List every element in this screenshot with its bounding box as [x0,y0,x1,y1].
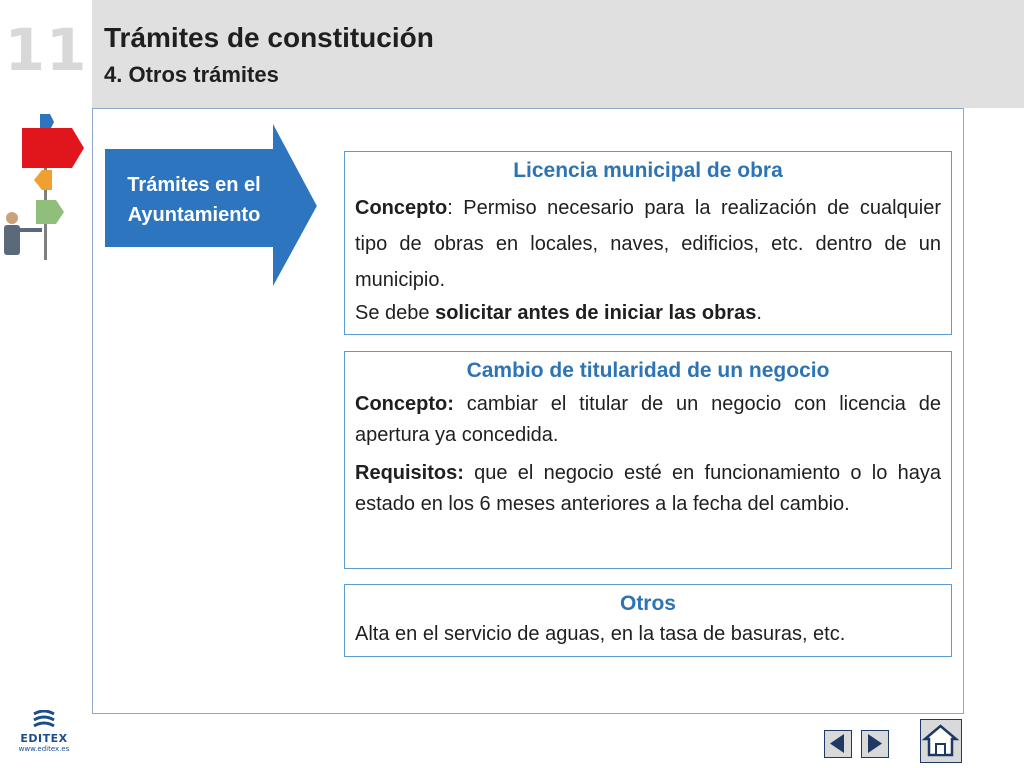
signpost-icon [0,108,92,268]
cambio-title: Cambio de titularidad de un negocio [466,359,830,382]
requisitos-label: Requisitos: [355,462,464,484]
concepto-text: cambiar el titular de un negocio con licencia de apertura ya concedida. [355,393,941,446]
nota-post: . [756,302,762,324]
page-title: Trámites de constitución [104,22,434,53]
cambio-concepto [355,389,941,451]
concepto-label: Concepto [355,197,448,219]
prev-button[interactable] [824,730,852,758]
arrow-label [104,170,284,230]
cambio-requisitos [355,458,941,520]
otros-text: Alta en el servicio de aguas, en la tasa de basuras, etc. [355,623,846,645]
arrow-label-line2: Ayuntamiento [127,204,261,226]
concepto-text: : Permiso necesario para la realización de cualquier tipo de obras en locales, naves, edificios, etc. dentro de un municipio. [355,197,941,291]
nota-bold: solicitar antes de iniciar las obras [435,302,757,324]
licencia-title: Licencia municipal de obra [513,159,783,182]
otros-title: Otros [619,592,676,615]
licencia-concepto [355,190,941,298]
triangle-right-icon [862,731,887,756]
otros-box [344,584,952,657]
requisitos-text: que el negocio esté en funcionamiento o lo haya estado en los 6 meses anteriores a la fecha del cambio. [355,462,941,515]
licencia-nota [355,298,941,328]
logo-name: EDITEX [20,732,68,745]
header [92,0,1024,108]
nota-pre: Se debe [355,302,436,324]
home-button[interactable] [920,719,962,763]
house-icon [921,720,960,761]
editex-logo-icon [30,710,58,730]
editex-logo [14,710,74,762]
licencia-box [344,151,952,335]
chapter-number: 11 [4,16,88,84]
triangle-left-icon [825,731,850,756]
next-button[interactable] [861,730,889,758]
concepto-label: Concepto: [355,393,454,415]
arrow-label-line1: Trámites en el [127,174,261,196]
page-subtitle: 4. Otros trámites [104,62,279,87]
cambio-box [344,351,952,569]
logo-url: www.editex.es [18,745,70,753]
